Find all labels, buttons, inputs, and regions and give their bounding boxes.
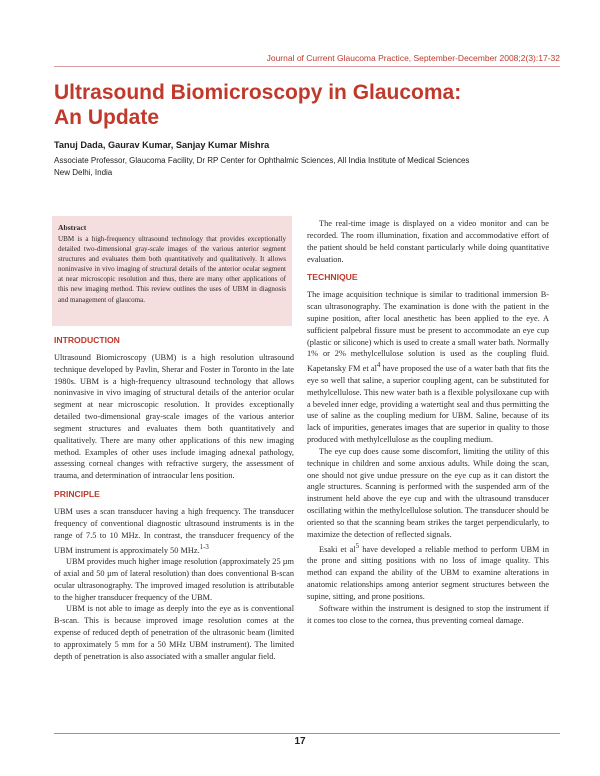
journal-header: Journal of Current Glaucoma Practice, September-December 2008;2(3):17-32	[266, 53, 560, 63]
header-rule	[54, 66, 560, 67]
title-line-1: Ultrasound Biomicroscopy in Glaucoma:	[54, 81, 462, 104]
technique-p1-cont: have proposed the use of a water bath that fits the eye so well that saline, a superior coupling agent, can be substituted for methylcellulose. This new water bath is a flexible polysiloxane cup with a beveled inner edge, providing a watertight seal and thus permitting the use of saline as the coupling medium for UBM. Saline, because of its lack of impurities, generates images that are superior in quality to those produced with methylcellulose as the coupling medium.	[307, 364, 549, 445]
page-number: 17	[294, 736, 306, 747]
technique-paragraph-1	[307, 289, 549, 446]
left-column	[54, 335, 294, 663]
introduction-paragraph: Ultrasound Biomicroscopy (UBM) is a high resolution ultrasound technique developed by Pavlin, Sherar and Foster in Toronto in the late 1980s. UBM is a high-frequency ultrasound technology that allows noninvasive in vivo imaging of structural details of the anterior ocular segment at near microscopic resolution. It provides exceptionally detailed two-dimensional gray-scale images of the various anterior segment structures and evaluates them both quantitatively and qualitatively. There are many other applications of this new imaging method. Examples of other uses include imaging adnexal pathology, assessing corneal changes with refractive surgery, the assessment of trauma, and determination of intraocular lens position.	[54, 352, 294, 481]
title-line-2: An Update	[54, 106, 159, 129]
abstract-box	[52, 216, 292, 326]
affiliation-line-1: Associate Professor, Glaucoma Facility, Dr RP Center for Ophthalmic Sciences, All India Institute of Medical Sciences	[54, 156, 470, 165]
affiliation-line-2: New Delhi, India	[54, 167, 113, 177]
principle-paragraph-1	[54, 506, 294, 556]
technique-p1-text: The image acquisition technique is similar to traditional immersion B-scan ultrasonography. The examination is done with the patient in the supine position, after local anesthetic has been applied to the eye. A sufficient palpebral fissure must be present to accommodate an eye cup (plastic or silicone) which is used to create a small water bath. Normally 1% or 2% methylcellulose solution is used as the coupling fluid. Kapetansky FM et al	[307, 290, 549, 374]
article-title	[54, 80, 554, 130]
authors: Tanuj Dada, Gaurav Kumar, Sanjay Kumar Mishra	[54, 140, 270, 150]
technique-paragraph-4: Software within the instrument is designed to stop the instrument if it comes too close to the cornea, thus preventing corneal damage.	[307, 603, 549, 625]
affiliation	[54, 155, 554, 178]
technique-paragraph-2: The eye cup does cause some discomfort, limiting the utility of this technique in children and some anxious adults. While doing the scan, one should not give undue pressure on the eye cup as it can distort the angle structures. Scanning is performed with the suspended arm of the instrument held above the eye cup and with the ultrasound transducer oscillating within the methylcellulose solution. The transducer should be oriented so that the scanning beam strikes the target perpendicularly, to maximize the detection of reflected signals.	[307, 446, 549, 539]
abstract-label: Abstract	[58, 223, 87, 232]
citation-ref: 4	[376, 362, 381, 370]
introduction-heading: INTRODUCTION	[54, 335, 120, 345]
principle-paragraph-2: UBM provides much higher image resolution (approximately 25 µm of axial and 50 µm of lateral resolution) than does conventional B-scan ocular ultrasonography. The improved imaged resolution is attributable to the higher transducer frequency of the UBM.	[54, 557, 294, 602]
principle-paragraph-3: UBM is not able to image as deeply into the eye as is conventional B-scan. This is because improved image resolution comes at the expense of reduced depth of penetration of the ultrasonic beam (limited to approximately 5 mm for a 50 MHz UBM instrument). The limited depth of penetration is also associated with a smaller angular field.	[54, 604, 294, 661]
principle-p1-text: UBM uses a scan transducer having a high frequency. The transducer frequency of conventional diagnostic ultrasound instruments is in the range of 7.5 to 10 MHz. In contrast, the transducer frequency of the UBM instrument is approximately 50 MHz.	[54, 506, 294, 555]
principle-heading: PRINCIPLE	[54, 489, 100, 500]
technique-heading: TECHNIQUE	[307, 272, 358, 283]
technique-paragraph-3	[307, 541, 549, 603]
citation-ref: 5	[355, 542, 360, 550]
abstract-text: UBM is a high-frequency ultrasound technology that provides exceptionally detailed two-dimensional gray-scale images of the various anterior segment structures and evaluates them both quantitatively and qualitatively. It allows noninvasive in vivo imaging of structural details of the anterior ocular segment at near microscopic resolution and thus, there are many other applications of this new imaging method. This review outlines the uses of UBM in diagnosis and management of glaucoma.	[58, 235, 286, 304]
technique-p3-text: Esaki et al	[319, 544, 356, 554]
footer-rule	[54, 733, 560, 734]
right-column	[307, 218, 549, 626]
principle-paragraph-4: The real-time image is displayed on a video monitor and can be recorded. The room illumination, fixation and accommodative effort of the patient should be held constant particularly while doing quantitative evaluation.	[307, 219, 549, 264]
citation-ref: 1-3	[199, 543, 209, 551]
technique-p3-cont: have developed a reliable method to perform UBM in the prone and sitting positions with no loss of image quality. This method can expand the ability of the UBM to examine alterations in anatomic relationships among anterior segment structures between the supine, sitting, and prone positions.	[307, 544, 549, 601]
